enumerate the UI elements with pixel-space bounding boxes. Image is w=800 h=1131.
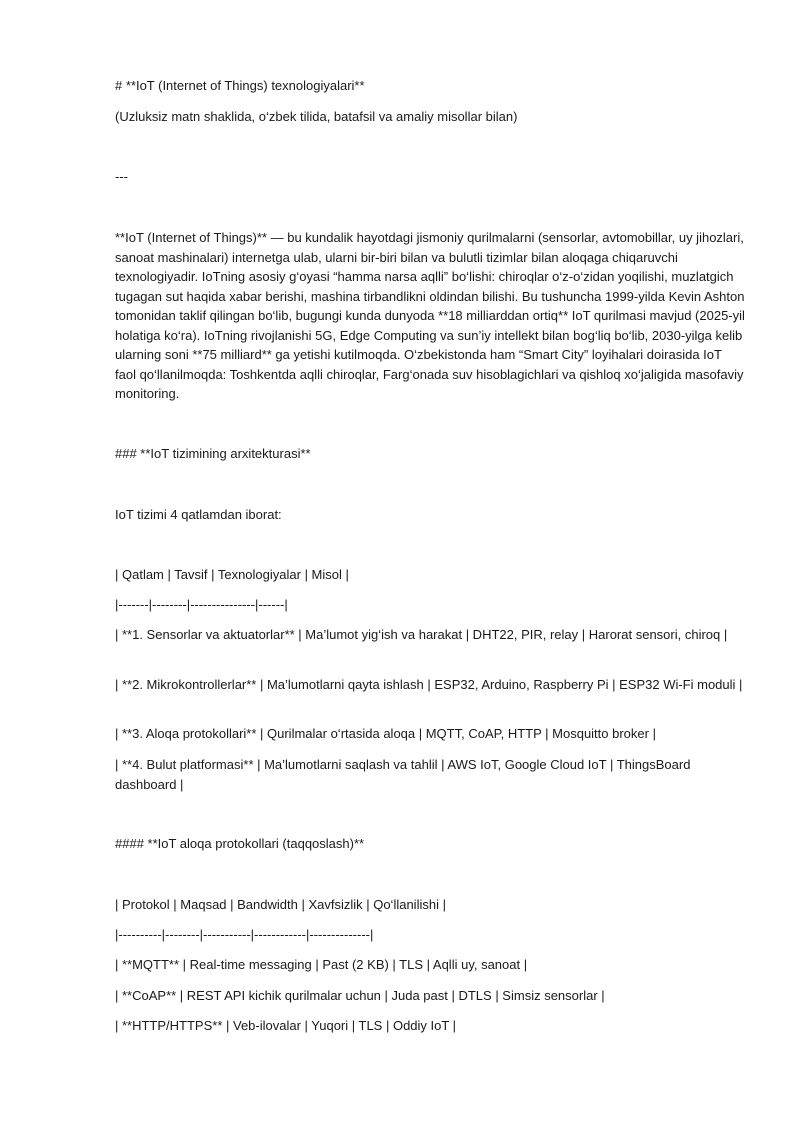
table2-row: | **CoAP** | REST API kichik qurilmalar uchun | Juda past | DTLS | Simsiz sensorlar | <box>115 988 605 1003</box>
table1-row: | **3. Aloqa protokollari** | Qurilmalar o‘rtasida aloqa | MQTT, CoAP, HTTP | Mosquitto broker | <box>115 726 656 741</box>
document-heading: # **IoT (Internet of Things) texnologiyalari** <box>115 78 365 93</box>
table2-row: | **HTTP/HTTPS** | Veb-ilovalar | Yuqori | TLS | Oddiy IoT | <box>115 1018 457 1033</box>
protocols-heading: #### **IoT aloqa protokollari (taqqoslash)** <box>115 836 365 851</box>
table2-header: | Protokol | Maqsad | Bandwidth | Xavfsizlik | Qo‘llanilishi | <box>115 897 446 912</box>
table1-row: | **4. Bulut platformasi** | Ma’lumotlarni saqlash va tahlil | AWS IoT, Google Cloud IoT | ThingsBoard dashboard | <box>115 757 691 792</box>
table1-row: | **1. Sensorlar va aktuatorlar** | Ma’lumot yig‘ish va harakat | DHT22, PIR, relay | Harorat sensori, chiroq | <box>115 627 728 642</box>
table1-divider: |-------|--------|---------------|------| <box>115 597 288 612</box>
table1-header: | Qatlam | Tavsif | Texnologiyalar | Misol | <box>115 567 349 582</box>
architecture-intro: IoT tizimi 4 qatlamdan iborat: <box>115 507 282 522</box>
document-subtitle: (Uzluksiz matn shaklida, o‘zbek tilida, batafsil va amaliy misollar bilan) <box>115 109 518 124</box>
table1-row: | **2. Mikrokontrollerlar** | Ma’lumotlarni qayta ishlash | ESP32, Arduino, Raspberry Pi | ESP32 Wi-Fi moduli | <box>115 677 743 692</box>
architecture-heading: ### **IoT tizimining arxitekturasi** <box>115 446 311 461</box>
table2-row: | **MQTT** | Real-time messaging | Past (2 KB) | TLS | Aqlli uy, sanoat | <box>115 957 528 972</box>
intro-paragraph: **IoT (Internet of Things)** — bu kundalik hayotdagi jismoniy qurilmalarni (sensorlar, avtomobillar, uy jihozlari, sanoat mashinalari) internetga ulab, ularni bir-biri bilan va bulutli tizimlar bilan aloqaga chiqaruvchi texnologiyadir. IoTning asosiy g‘oyasi “hamma narsa aqlli” bo‘lishi: chiroqlar o‘z-o‘zidan yoqilishi, muzlatgich tugagan sut haqida xabar berishi, mashina tirbandlikni oldindan bilishi. Bu tushuncha 1999-yilda Kevin Ashton tomonidan taklif qilingan bo‘lib, bugungi kunda dunyoda **18 milliarddan ortiq** IoT qurilmasi mavjud (2025-yil holatiga ko‘ra). IoTning rivojlanishi 5G, Edge Computing va sun’iy intellekt bilan bog‘liq bo‘lib, 2030-yilga kelib ularning soni **75 milliard** ga yetishi kutilmoqda. O‘zbekistonda ham “Smart City” loyihalari doirasida IoT faol qo‘llanilmoqda: Toshkentda aqlli chiroqlar, Farg‘onada suv hisoblagichlari va qishloq xo‘jaligida masofaviy monitoring. <box>115 230 745 401</box>
table2-divider: |----------|--------|-----------|------------|--------------| <box>115 927 374 942</box>
section-separator: --- <box>115 169 128 184</box>
